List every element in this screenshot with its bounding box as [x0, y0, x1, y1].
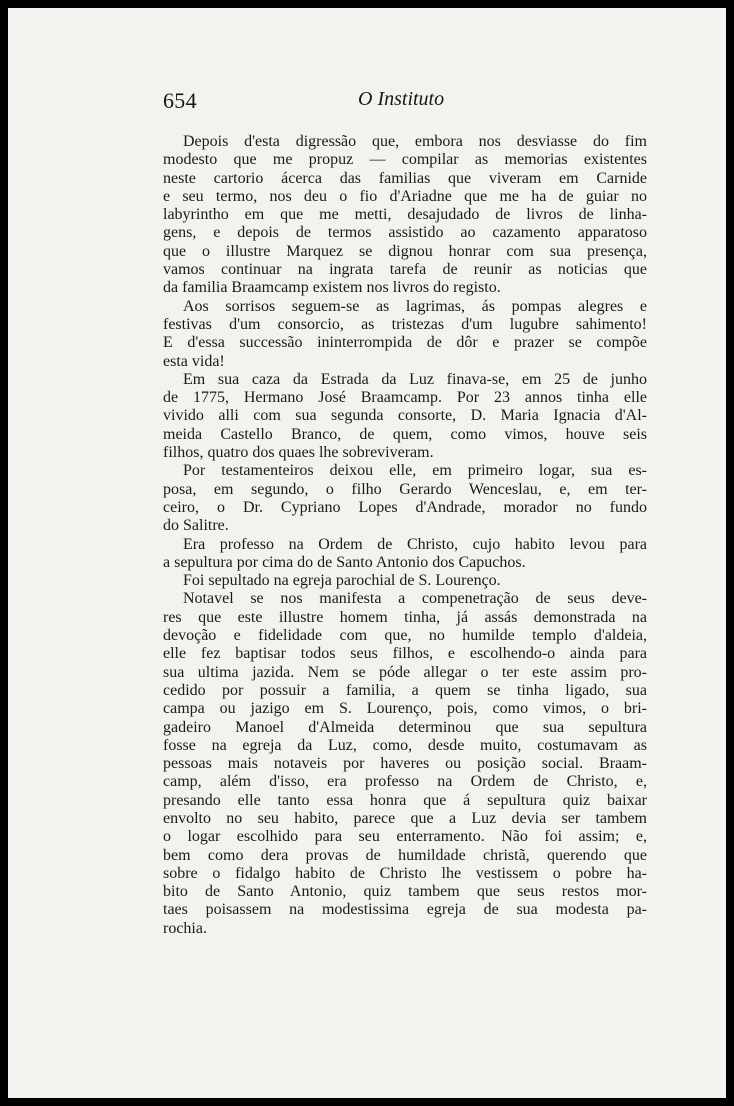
text-line: Depois d'esta digressão que, embora nos desviasse do fim — [183, 133, 647, 150]
text-line: campa ou jazigo em S. Lourenço, pois, como vimos, o bri- — [163, 700, 647, 718]
text-line: gens, e depois de termos assistido ao cazamento apparatoso — [163, 224, 647, 242]
text-line: e seu termo, nos deu o fio d'Ariadne que me ha de guiar no — [163, 187, 647, 205]
text-line: posa, em segundo, o filho Gerardo Wenceslau, e, em ter- — [163, 480, 647, 498]
text-line: sobre o fidalgo habito de Christo lhe vestissem o pobre ha- — [163, 864, 647, 882]
text-line: da familia Braamcamp existem nos livros do registo. — [163, 279, 501, 297]
book-page — [8, 8, 726, 1098]
text-line: modesto que me propuz — compilar as memorias existentes — [163, 151, 647, 169]
text-line: o logar escolhido para seu enterramento. Não foi assim; e, — [163, 828, 647, 846]
text-line: de 1775, Hermano José Braamcamp. Por 23 annos tinha elle — [163, 389, 647, 407]
text-line: vivido alli com sua segunda consorte, D. Maria Ignacia d'Al- — [163, 407, 647, 425]
page-number: 654 — [163, 88, 197, 113]
text-line: pessoas mais notaveis por haveres ou posição social. Braam- — [163, 755, 647, 773]
text-line: rochia. — [163, 919, 207, 937]
text-line: E d'essa successão ininterrompida de dôr e prazer se compõe — [163, 334, 647, 352]
text-line: cedido por possuir a familia, a quem se tinha ligado, sua — [163, 681, 647, 699]
text-line: meida Castello Branco, de quem, como vimos, houve seis — [163, 425, 647, 443]
text-line: festivas d'um consorcio, as tristezas d'um lugubre sahimento! — [163, 315, 647, 333]
text-line: a sepultura por cima do de Santo Antonio dos Capuchos. — [163, 553, 526, 571]
text-line: camp, além d'isso, era professo na Ordem de Christo, e, — [163, 773, 647, 791]
text-line: fosse na egreja da Luz, como, desde muito, costumavam as — [163, 736, 647, 754]
running-head — [163, 88, 648, 118]
text-line: vamos continuar na ingrata tarefa de reunir as noticias que — [163, 261, 647, 279]
running-title: O Instituto — [358, 88, 445, 110]
text-line: res que este illustre homem tinha, já assás demonstrada na — [163, 608, 647, 626]
text-line: Notavel se nos manifesta a compenetração de seus deve- — [183, 590, 647, 608]
text-line: devoção e fidelidade com que, no humilde templo d'aldeia, — [163, 627, 647, 645]
text-line: presando elle tanto essa honra que á sepultura quiz baixar — [163, 791, 647, 809]
text-line: labyrintho em que me metti, desajudado de livros de linha- — [163, 206, 647, 224]
text-line: bem como dera provas de humildade christã, querendo que — [163, 846, 647, 864]
text-line: ceiro, o Dr. Cypriano Lopes d'Andrade, morador no fundo — [163, 498, 647, 516]
text-line: taes poisassem na modestissima egreja de sua modesta pa- — [163, 901, 647, 919]
text-line: elle fez baptisar todos seus filhos, e escolhendo-o ainda para — [163, 645, 647, 663]
text-line: Aos sorrisos seguem-se as lagrimas, ás pompas alegres e — [183, 297, 647, 315]
text-line: do Salitre. — [163, 517, 229, 535]
text-line: neste cartorio ácerca das familias que viveram em Carnide — [163, 169, 647, 187]
text-line: Era professo na Ordem de Christo, cujo habito levou para — [183, 535, 647, 553]
text-line: envolto no seu habito, parece que a Luz devia ser tambem — [163, 809, 647, 827]
text-line: que o illustre Marquez se dignou honrar com sua presença, — [163, 242, 647, 260]
text-line: esta vida! — [163, 352, 225, 370]
text-line: Foi sepultado na egreja parochial de S. Lourenço. — [183, 572, 501, 590]
text-line: bito de Santo Antonio, quiz tambem que seus restos mor- — [163, 883, 647, 901]
text-line: Em sua caza da Estrada da Luz finava-se, em 25 de junho — [183, 370, 647, 388]
text-line: Por testamenteiros deixou elle, em primeiro logar, sua es- — [183, 462, 647, 480]
text-line: filhos, quatro dos quaes lhe sobreviveram. — [163, 444, 434, 462]
text-line: gadeiro Manoel d'Almeida determinou que sua sepultura — [163, 718, 647, 736]
body-text — [163, 133, 647, 938]
text-line: sua ultima jazida. Nem se póde allegar o ter este assim pro- — [163, 663, 647, 681]
